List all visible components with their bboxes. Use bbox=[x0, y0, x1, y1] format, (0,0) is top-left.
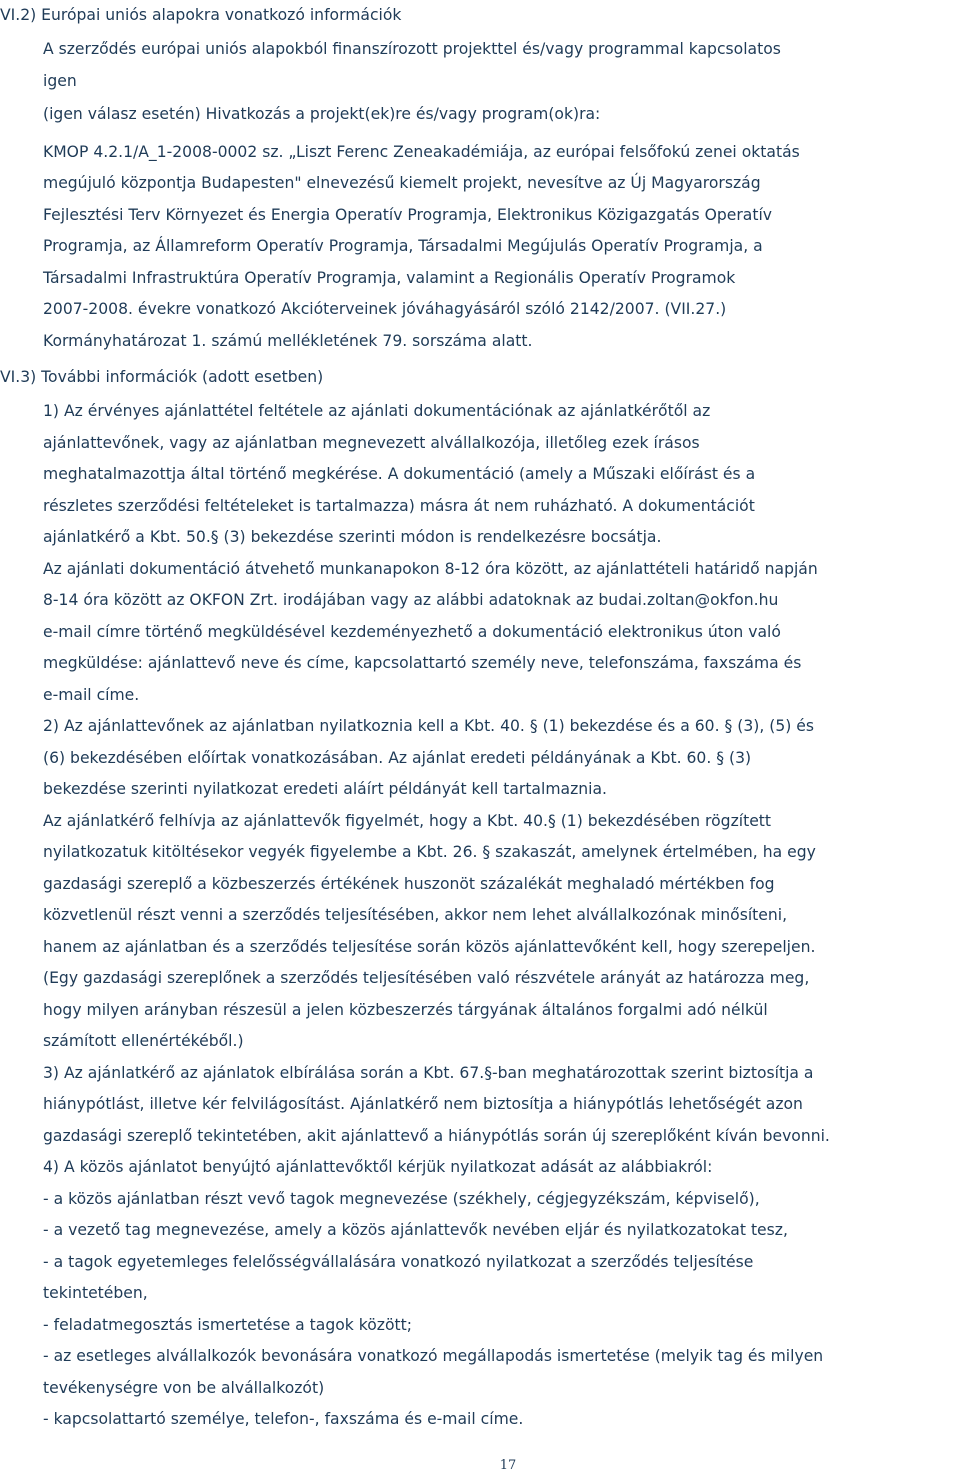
text-line: bekezdése szerinti nyilatkozat eredeti aláírt példányát kell tartalmaznia. bbox=[43, 780, 607, 798]
text-line: A szerződés európai uniós alapokból finanszírozott projekttel és/vagy programmal kapcsolatos bbox=[43, 40, 781, 58]
text-line: - a vezető tag megnevezése, amely a közös ajánlattevők nevében eljár és nyilatkozatokat tesz, bbox=[43, 1221, 788, 1239]
text-line: hiánypótlást, illetve kér felvilágosítást. Ajánlatkérő nem biztosítja a hiánypótlás lehetőségét azon bbox=[43, 1095, 803, 1113]
page-number: 17 bbox=[499, 1458, 517, 1473]
text-line: hogy milyen arányban részesül a jelen közbeszerzés tárgyának általános forgalmi adó nélkül bbox=[43, 1001, 768, 1019]
text-line: tekintetében, bbox=[43, 1284, 148, 1302]
section-heading-vi2: VI.2) Európai uniós alapokra vonatkozó információk bbox=[0, 6, 402, 24]
text-line: e-mail címre történő megküldésével kezdeményezhető a dokumentáció elektronikus úton való bbox=[43, 623, 781, 641]
text-line: gazdasági szereplő tekintetében, akit ajánlattevő a hiánypótlás során új szereplőként kíván bevonni. bbox=[43, 1127, 830, 1145]
text-line: Az ajánlatkérő felhívja az ajánlattevők figyelmét, hogy a Kbt. 40.§ (1) bekezdésében rögzített bbox=[43, 812, 772, 830]
text-line: Az ajánlati dokumentáció átvehető munkanapokon 8-12 óra között, az ajánlattételi határidő napján bbox=[43, 560, 818, 578]
text-line: ajánlattevőnek, vagy az ajánlatban megnevezett alvállalkozója, illetőleg ezek írásos bbox=[43, 434, 700, 452]
text-line: számított ellenértékéből.) bbox=[43, 1032, 244, 1050]
text-line: 4) A közös ajánlatot benyújtó ajánlattevőktől kérjük nyilatkozat adását az alábbiakról: bbox=[43, 1158, 713, 1176]
text-line: meghatalmazottja által történő megkérése. A dokumentáció (amely a Műszaki előírást és a bbox=[43, 465, 756, 483]
text-line: tevékenységre von be alvállalkozót) bbox=[43, 1379, 325, 1397]
text-line: KMOP 4.2.1/A_1-2008-0002 sz. „Liszt Ferenc Zeneakadémiája, az európai felsőfokú zenei oktatás bbox=[43, 143, 800, 161]
text-line: 8-14 óra között az OKFON Zrt. irodájában vagy az alábbi adatoknak az budai.zoltan@okfon.hu bbox=[43, 591, 779, 609]
text-line: részletes szerződési feltételeket is tartalmazza) másra át nem ruházható. A dokumentációt bbox=[43, 497, 755, 515]
text-line: - az esetleges alvállalkozók bevonására vonatkozó megállapodás ismertetése (melyik tag és milyen bbox=[43, 1347, 824, 1365]
text-line: ajánlatkérő a Kbt. 50.§ (3) bekezdése szerinti módon is rendelkezésre bocsátja. bbox=[43, 528, 662, 546]
text-line: igen bbox=[43, 72, 77, 90]
text-line: - a tagok egyetemleges felelősségvállalására vonatkozó nyilatkozat a szerződés teljesítése bbox=[43, 1253, 754, 1271]
text-line: nyilatkozatuk kitöltésekor vegyék figyelembe a Kbt. 26. § szakaszát, amelynek értelmében, ha egy bbox=[43, 843, 816, 861]
text-line: Kormányhatározat 1. számú mellékletének 79. sorszáma alatt. bbox=[43, 332, 533, 350]
text-line: Fejlesztési Terv Környezet és Energia Operatív Programja, Elektronikus Közigazgatás Operatív bbox=[43, 206, 773, 224]
text-line: (6) bekezdésében előírtak vonatkozásában. Az ajánlat eredeti példányának a Kbt. 60. § (3) bbox=[43, 749, 752, 767]
text-line: (Egy gazdasági szereplőnek a szerződés teljesítésében való részvétele arányát az határozza meg, bbox=[43, 969, 810, 987]
text-line: 3) Az ajánlatkérő az ajánlatok elbírálása során a Kbt. 67.§-ban meghatározottak szerint biztosítja a bbox=[43, 1064, 814, 1082]
text-line: 1) Az érvényes ajánlattétel feltétele az ajánlati dokumentációnak az ajánlatkérőtől az bbox=[43, 402, 711, 420]
text-line: 2) Az ajánlattevőnek az ajánlatban nyilatkoznia kell a Kbt. 40. § (1) bekezdése és a 60. § (3), (5) és bbox=[43, 717, 815, 735]
text-line: megküldése: ajánlattevő neve és címe, kapcsolattartó személy neve, telefonszáma, faxszáma és bbox=[43, 654, 802, 672]
text-line: Társadalmi Infrastruktúra Operatív Programja, valamint a Regionális Operatív Programok bbox=[43, 269, 736, 287]
text-line: megújuló központja Budapesten" elnevezésű kiemelt projekt, nevesítve az Új Magyarország bbox=[43, 174, 761, 192]
section-heading-vi3: VI.3) További információk (adott esetben) bbox=[0, 368, 324, 386]
text-line: gazdasági szereplő a közbeszerzés értékének huszonöt százalékát meghaladó mértékben fog bbox=[43, 875, 775, 893]
text-line: - a közös ajánlatban részt vevő tagok megnevezése (székhely, cégjegyzékszám, képviselő), bbox=[43, 1190, 760, 1208]
text-line: - feladatmegosztás ismertetése a tagok között; bbox=[43, 1316, 412, 1334]
text-line: hanem az ajánlatban és a szerződés teljesítése során közös ajánlattevőként kell, hogy szerepeljen. bbox=[43, 938, 816, 956]
text-line: közvetlenül részt venni a szerződés teljesítésében, akkor nem lehet alvállalkozónak minősíteni, bbox=[43, 906, 788, 924]
text-line: (igen válasz esetén) Hivatkozás a projekt(ek)re és/vagy program(ok)ra: bbox=[43, 105, 601, 123]
text-line: 2007-2008. évekre vonatkozó Akcióterveinek jóváhagyásáról szóló 2142/2007. (VII.27.) bbox=[43, 300, 727, 318]
text-line: Programja, az Államreform Operatív Programja, Társadalmi Megújulás Operatív Programja, a bbox=[43, 237, 763, 255]
text-line: e-mail címe. bbox=[43, 686, 140, 704]
text-line: - kapcsolattartó személye, telefon-, faxszáma és e-mail címe. bbox=[43, 1410, 524, 1428]
